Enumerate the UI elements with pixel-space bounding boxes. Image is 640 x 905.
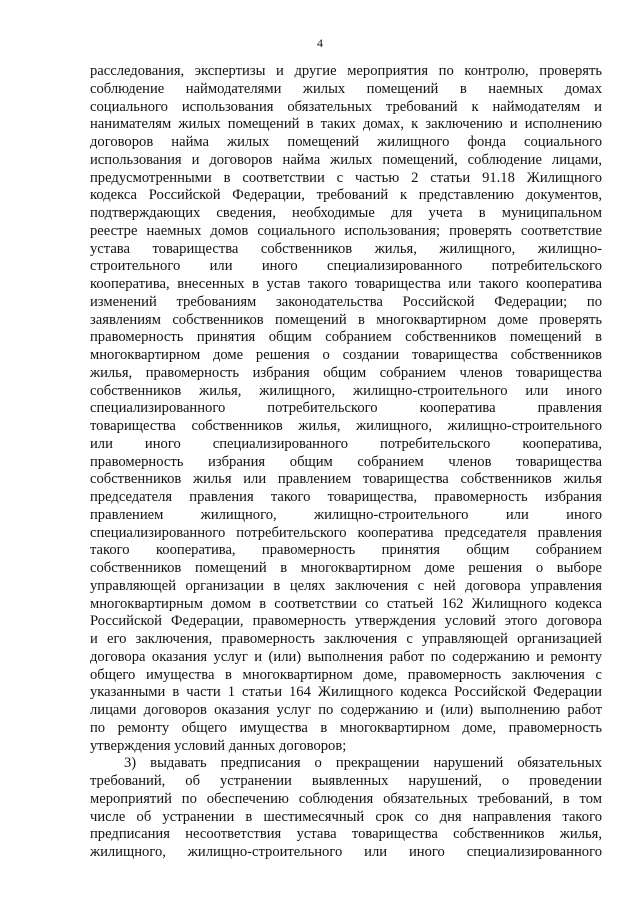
text-line: соблюдение наймодателями жилых помещений в наемных домах [90,80,602,97]
text-line: собственников жилья, жилищного, жилищно-строительного или иного [90,382,602,399]
text-line: и его заключения, правомерность заключения с управляющей организацией [90,631,602,647]
text-line: договоров найма жилых помещений жилищного фонда социального [90,134,602,150]
text-line: предписания несоответствия устава товарищества собственников жилья, [90,826,602,843]
text-line: товарищества собственников жилья, жилищного, жилищно-строительного [90,418,602,434]
text-line: собственников помещений в многоквартирном доме решения о выборе [90,560,602,576]
text-line: предусмотренными в соответствии с частью 2 статьи 91.18 Жилищного [90,169,602,186]
text-line: нанимателям жилых помещений в таких домах, к заключению и исполнению [90,116,602,133]
text-line: общего имущества в многоквартирном доме, правомерность заключения с [90,666,602,683]
text-line: реестре наемных домов социального использования; проверять соответствие [90,222,602,239]
text-line: устава товарищества собственников жилья, жилищного, жилищно- [90,240,602,257]
text-line-paragraph-start: 3) выдавать предписания о прекращении нарушений обязательных [124,755,602,772]
text-line: мероприятий по обеспечению соблюдения обязательных требований, в том [90,790,602,807]
page-number: 4 [317,36,323,50]
text-line: такого кооператива, правомерность принятия общим собранием [90,542,602,559]
text-line: заявлениям собственников помещений в многоквартирном доме проверять [90,311,602,328]
text-line: или иного специализированного потребительского кооператива, [90,435,602,452]
text-line: специализированного потребительского кооператива председателя правления [90,524,602,541]
text-line: требований, об устранении выявленных нарушений, о проведении [90,773,602,789]
text-line: социального использования обязательных требований к наймодателям и [90,98,602,115]
text-line: многоквартирном доме решения о создании товарищества собственников [90,347,602,363]
text-line: договора оказания услуг и (или) выполнения работ по содержанию и ремонту [90,648,602,665]
text-line: Российской Федерации, правомерность утверждения условий этого договора [90,613,602,630]
text-line: специализированного потребительского кооператива правления [90,400,602,417]
text-line: многоквартирным домом в соответствии со статьей 162 Жилищного кодекса [90,595,602,612]
text-line: жилья, правомерность избрания общим собранием членов товарищества [90,364,602,381]
text-line: собственников жилья или правлением товарищества собственников жилья [90,471,602,488]
text-line: жилищного, жилищно-строительного или иного специализированного [90,844,602,860]
text-line: расследования, экспертизы и другие мероприятия по контролю, проверять [90,63,602,79]
text-line-last: утверждения условий данных договоров; [90,737,347,754]
text-line: правомерность принятия общим собранием собственников помещений в [90,329,602,346]
text-line: правомерность избрания общим собранием членов товарищества [90,453,602,470]
text-line: кодекса Российской Федерации, требований к представлению документов, [90,187,602,204]
text-line: управляющей организации в целях заключения с ней договора управления [90,577,602,594]
text-line: председателя правления такого товарищества, правомерность избрания [90,489,602,505]
text-line: изменений требованиям законодательства Российской Федерации; по [90,293,602,310]
text-line: использования и договоров найма жилых помещений, соблюдение лицами, [90,151,602,168]
text-line: лицами договоров оказания услуг по содержанию и (или) выполнению работ [90,702,602,718]
text-line: числе об устранении в шестимесячный срок со дня направления такого [90,808,602,825]
text-line: указанными в части 1 статьи 164 Жилищного кодекса Российской Федерации [90,684,602,701]
text-line: подтверждающих сведения, необходимые для учета в муниципальном [90,205,602,221]
text-line: по ремонту общего имущества в многоквартирном доме, правомерность [90,719,602,736]
document-body [90,63,602,862]
text-line: строительного или иного специализированного потребительского [90,258,602,275]
text-line: кооператива, внесенных в устав такого товарищества или такого кооператива [90,276,602,292]
text-line: правлением жилищного, жилищно-строительного или иного [90,506,602,523]
